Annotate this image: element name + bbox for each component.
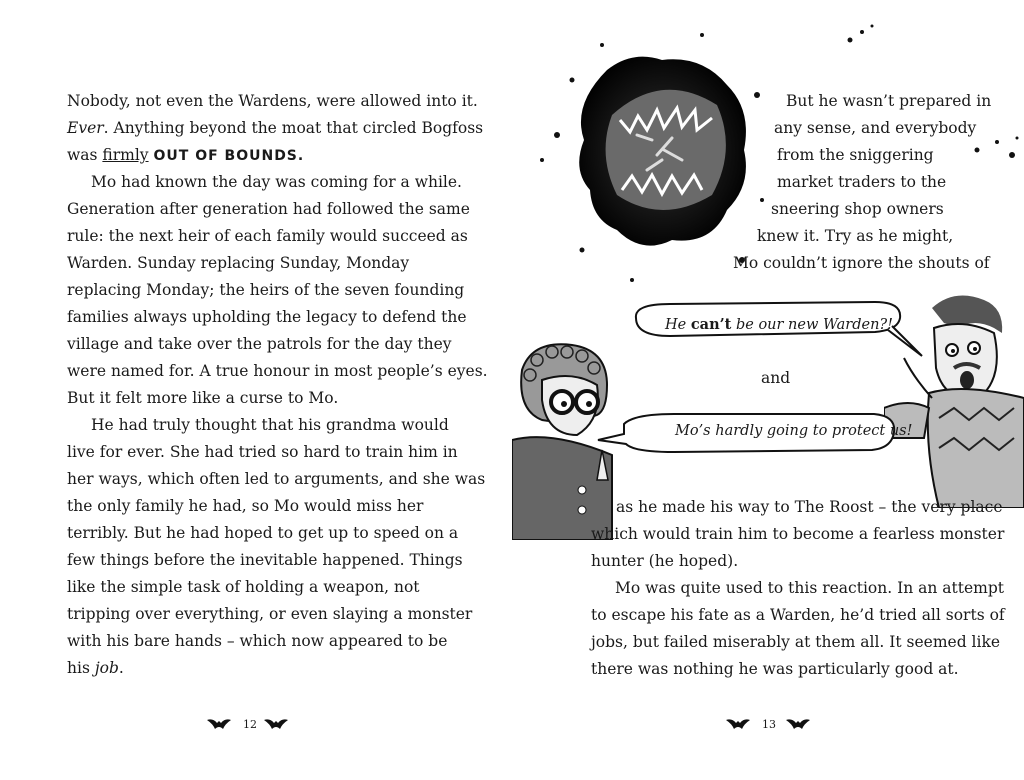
text-line: Mo couldn’t ignore the shouts of — [733, 254, 990, 272]
speech-bubble-outline — [594, 410, 904, 470]
text-line: the only family he had, so Mo would miss her — [67, 497, 424, 515]
text-line: there was nothing he was particularly good at. — [591, 660, 959, 678]
text-line: were named for. A true honour in most people’s eyes. — [67, 362, 488, 380]
text: was — [67, 146, 103, 164]
caps-emphasis: OUT OF BOUNDS. — [153, 148, 305, 164]
speech-bubble-1 — [665, 316, 893, 333]
text-line: sneering shop owners — [771, 200, 944, 218]
text-line — [67, 118, 483, 138]
right-page — [512, 0, 1024, 780]
speech-bubble-2 — [675, 423, 912, 439]
text-line: from the sniggering — [777, 146, 934, 164]
conjunction-text: and — [761, 369, 791, 387]
underlined-word: firmly — [102, 146, 149, 164]
text-line: village and take over the patrols for the day they — [67, 335, 452, 353]
bat-icon — [724, 716, 752, 732]
text-line: as he made his way to The Roost – the very place — [616, 498, 1003, 516]
text-line: Mo had known the day was coming for a while. — [91, 173, 462, 191]
text: his — [67, 659, 95, 677]
text-line: But he wasn’t prepared in — [786, 92, 992, 110]
page-number: 13 — [762, 718, 776, 731]
page-number: 12 — [243, 718, 257, 731]
text-line: Nobody, not even the Wardens, were allowed into it. — [67, 92, 478, 110]
text-line: any sense, and everybody — [774, 119, 977, 137]
text: be our new Warden?! — [731, 317, 894, 333]
bat-icon — [262, 716, 290, 732]
text-line — [67, 658, 124, 678]
emphasis: job — [94, 659, 119, 677]
text-line: like the simple task of holding a weapon, not — [67, 578, 420, 596]
text: Mo’s — [675, 423, 711, 439]
text-line: her ways, which often led to arguments, and she was — [67, 470, 486, 488]
text-line: replacing Monday; the heirs of the seven founding — [67, 281, 465, 299]
text-line: hunter (he hoped). — [591, 552, 739, 570]
text: . Anything beyond the moat that circled Bogfoss — [103, 119, 484, 137]
text-line — [67, 145, 304, 166]
bold-word: can’t — [690, 316, 732, 333]
text: . — [118, 659, 124, 677]
text-line: terribly. But he had hoped to get up to speed on a — [67, 524, 459, 542]
text-line: rule: the next heir of each family would succeed as — [67, 227, 468, 245]
text-line: Warden. Sunday replacing Sunday, Monday — [67, 254, 410, 272]
text-line: to escape his fate as a Warden, he’d tried all sorts of — [591, 606, 1005, 624]
text-line: knew it. Try as he might, — [757, 227, 954, 245]
bat-icon — [205, 716, 233, 732]
text-line: live for ever. She had tried so hard to train him in — [67, 443, 458, 461]
emphasis: Ever — [67, 119, 104, 137]
text-line: market traders to the — [777, 173, 947, 191]
text: He — [665, 317, 691, 333]
bat-icon — [784, 716, 812, 732]
text-line: jobs, but failed miserably at them all. It seemed like — [591, 633, 1001, 651]
ink-dots — [842, 20, 882, 50]
text-line: tripping over everything, or even slaying a monster — [67, 605, 473, 623]
text-line: with his bare hands – which now appeared to be — [67, 632, 448, 650]
text-line: He had truly thought that his grandma would — [91, 416, 449, 434]
text-line: Mo was quite used to this reaction. In an attempt — [615, 579, 1004, 597]
text-line: families always upholding the legacy to defend the — [67, 308, 467, 326]
text-line: which would train him to become a fearless monster — [591, 525, 1005, 543]
text-line: But it felt more like a curse to Mo. — [67, 389, 339, 407]
text: hardly going to protect us! — [710, 423, 913, 439]
text-line: Generation after generation had followed the same — [67, 200, 470, 218]
text-line: few things before the inevitable happened. Things — [67, 551, 463, 569]
